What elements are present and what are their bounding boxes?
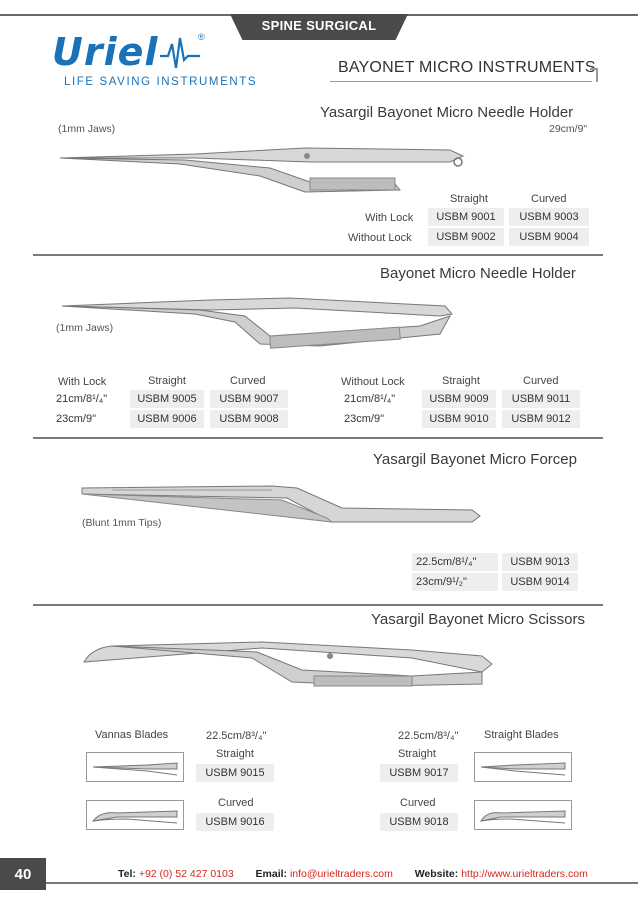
size-label: 23cm/9" (52, 410, 126, 428)
size-label: 23cm/9" (340, 410, 418, 428)
size-label: 22.5cm/8³/₄" (398, 730, 459, 742)
product-size: 29cm/9" (549, 123, 588, 135)
col-header-straight: Straight (148, 375, 186, 387)
section-title: BAYONET MICRO INSTRUMENTS (338, 59, 596, 76)
section-title-bracket (590, 68, 598, 82)
with-lock-label: With Lock (58, 376, 107, 388)
page-number: 40 (0, 858, 46, 890)
col-header-curved: Curved (230, 375, 266, 387)
straight-blade-image (474, 752, 572, 782)
product-code: USBM 9016 (196, 813, 274, 831)
product-code: USBM 9004 (509, 228, 589, 246)
email-link[interactable]: info@urieltraders.com (289, 868, 393, 880)
section-title-underline (330, 81, 592, 82)
jaws-note: (1mm Jaws) (58, 123, 116, 135)
product-code: USBM 9010 (422, 410, 496, 428)
product-code: USBM 9011 (502, 390, 580, 408)
size-label: 22.5cm/8³/₄" (206, 730, 267, 742)
straight-label: Straight (216, 748, 254, 760)
product-title-scissors: Yasargil Bayonet Micro Scissors (371, 611, 585, 628)
product-code: USBM 9001 (428, 208, 504, 226)
col-header-curved: Curved (523, 375, 559, 387)
product-code: USBM 9012 (502, 410, 580, 428)
product-code: USBM 9008 (210, 410, 288, 428)
website-label: Website: (414, 868, 459, 880)
curved-blade-image (474, 800, 572, 830)
product-title-needle-holder: Bayonet Micro Needle Holder (380, 265, 576, 282)
bayonet-needle-holder-image (60, 286, 460, 352)
logo-tagline: LIFE SAVING INSTRUMENTS (64, 76, 258, 88)
product-code: USBM 9003 (509, 208, 589, 226)
size-label: 21cm/8¹/₄" (340, 390, 418, 408)
header-rule-right (406, 14, 638, 16)
website-link[interactable]: http://www.urieltraders.com (461, 868, 588, 880)
product-code: USBM 9013 (502, 553, 578, 571)
product-title-forcep: Yasargil Bayonet Micro Forcep (373, 451, 577, 468)
product-code: USBM 9007 (210, 390, 288, 408)
col-header-straight: Straight (442, 375, 480, 387)
size-label: 21cm/8¹/₄" (52, 390, 126, 408)
footer-rule (46, 882, 638, 884)
col-header-straight: Straight (450, 193, 488, 205)
size-label: 22.5cm/8¹/₄" (412, 553, 498, 571)
straight-vannas-blade-image (86, 752, 184, 782)
header-band-label: SPINE SURGICAL (261, 18, 377, 33)
section-divider (33, 254, 603, 256)
email-label: Email: (255, 868, 288, 880)
straight-label: Straight (398, 748, 436, 760)
contact-footer (118, 868, 588, 880)
tel-label: Tel: (118, 868, 136, 880)
size-label: 23cm/9¹/₂" (412, 573, 498, 591)
header-rule-left (0, 14, 232, 16)
curved-vannas-blade-image (86, 800, 184, 830)
straight-blades-label: Straight Blades (484, 729, 559, 741)
product-code: USBM 9005 (130, 390, 204, 408)
phone-number[interactable]: +92 (0) 52 427 0103 (138, 868, 234, 880)
product-code: USBM 9017 (380, 764, 458, 782)
row-label: With Lock (365, 212, 414, 224)
product-code: USBM 9009 (422, 390, 496, 408)
logo-registered-mark: ® (198, 32, 205, 42)
heartbeat-icon (160, 34, 200, 74)
curved-label: Curved (218, 797, 254, 809)
tips-note: (Blunt 1mm Tips) (82, 517, 162, 529)
product-code: USBM 9014 (502, 573, 578, 591)
section-divider (33, 437, 603, 439)
jaws-note: (1mm Jaws) (56, 322, 114, 334)
product-title-needle-holder-yasargil: Yasargil Bayonet Micro Needle Holder (320, 104, 574, 121)
col-header-curved: Curved (531, 193, 567, 205)
without-lock-label: Without Lock (341, 376, 405, 388)
product-code: USBM 9002 (428, 228, 504, 246)
section-divider (33, 604, 603, 606)
logo-wordmark: Uriel (52, 30, 159, 74)
needle-holder-image (55, 138, 475, 200)
scissors-image (82, 628, 502, 694)
product-code: USBM 9018 (380, 813, 458, 831)
product-code: USBM 9006 (130, 410, 204, 428)
vannas-blades-label: Vannas Blades (95, 729, 169, 741)
product-code: USBM 9015 (196, 764, 274, 782)
curved-label: Curved (400, 797, 436, 809)
row-label: Without Lock (348, 232, 412, 244)
